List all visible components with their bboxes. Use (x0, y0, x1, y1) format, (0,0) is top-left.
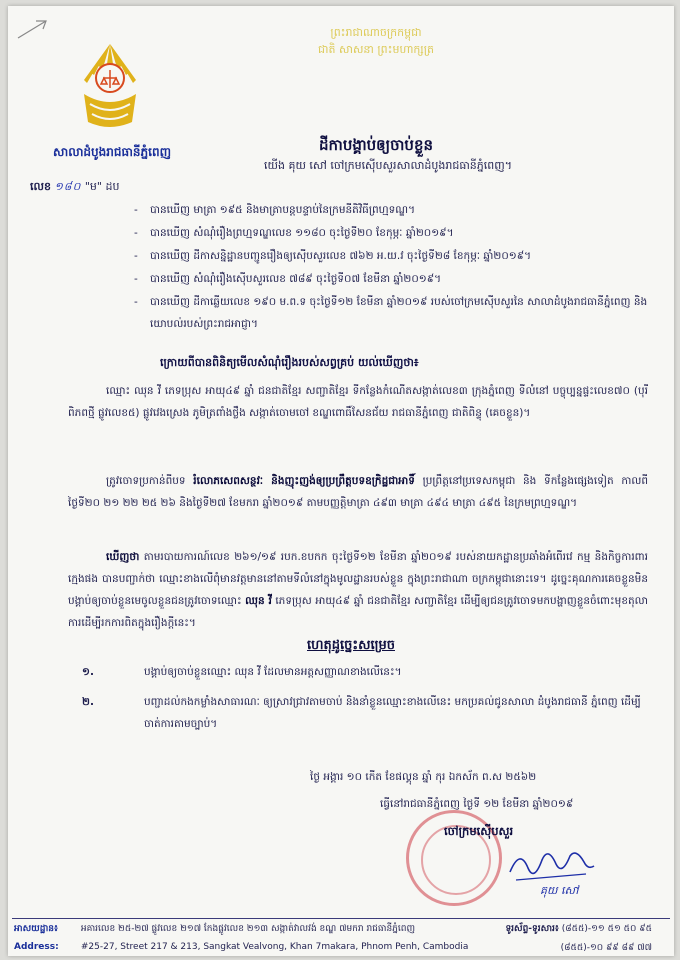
charges-details: ប្រព្រឹត្តនៅប្រទេសកម្ពុជា និង ទីកន្លែងផ្សេងទៀត កាលពីថ្ងៃទី២០ ២១ ២២ ២៥ ២៦ និងថ្ងៃទី២៧ ខែមករា ឆ្នាំ២០១៩ តាមបញ្ញត្តិមាត្រា ៤៩៣ មាត្រា ៤៩៤ មាត្រា ៤៩៥ នៃក្រមព្រហ្មទណ្ឌ។ (68, 475, 648, 509)
lunar-date: ថ្ងៃ អង្គារ ១០ កើត ខែផល្គុន ឆ្នាំ កុរ ឯកស័ក ព.ស ២៥៦២ (310, 771, 537, 783)
footer-address-en: #25-27, Street 217 & 213, Sangkat Vealvong, Khan 7makara, Phnom Penh, Cambodia (80, 942, 469, 952)
decision-item (82, 661, 646, 683)
document-page (8, 6, 674, 956)
judge-title: ចៅក្រមស៊ើបសួរ (444, 824, 514, 838)
charges-lead: ត្រូវចោទប្រកាន់ពីបទ (106, 475, 194, 487)
court-emblem-icon (70, 36, 150, 136)
footer-address-label-kh: អាសយដ្ឋាន៖ (14, 924, 58, 934)
reference-value: ១៨០ (54, 180, 82, 193)
consideration-item: - បានឃើញ ដីកាឆ្លើយលេខ ១៩០ ម.ព.ទ ចុះថ្ងៃទី១២ ខែមីនា ឆ្នាំ២០១៩ របស់ចៅក្រមស៊ើបសួរនៃ សាលាដំបូងរាជធានីភ្នំពេញ និងយោបល់របស់ព្រះរាជអាជ្ញា។ (134, 291, 654, 335)
footer-phone-value-2: (៨៥៥)-១០ ៩៩ ៨៩ ៧៧ (560, 943, 652, 953)
decision-number: ១. (82, 666, 94, 678)
decision-heading: ហេតុដូច្នេះសម្រេច (307, 638, 395, 653)
findings-lead: ឃើញថា (106, 551, 140, 563)
footer-divider (12, 918, 670, 919)
consideration-item: - បានឃើញ មាត្រា ១៩៥ និងមាត្រាបន្តបន្ទាប់នៃក្រមនីតិវិធីព្រហ្មទណ្ឌ។ (134, 199, 654, 222)
reference-suffix: "ម" ដប (84, 180, 120, 193)
consideration-item: - បានឃើញ ដីកាសន្និដ្ឋានបញ្ជូនរឿងឲ្យស៊ើបសួរលេខ ៧៦២ អ.យ.វ ចុះថ្ងៃទី២៨ ខែកុម្ភៈ ឆ្នាំ២០១៩។ (134, 245, 654, 268)
scan-corner-mark (16, 18, 50, 42)
judge-signature (506, 842, 596, 886)
consideration-item: - បានឃើញ សំណុំរឿងព្រហ្មទណ្ឌលេខ ១១៨០ ចុះថ្ងៃទី២០ ខែកុម្ភៈ ឆ្នាំ២០១៩។ (134, 222, 654, 245)
footer-address-label-en: Address: (14, 942, 59, 952)
findings-text-a: តាមរបាយការណ៍លេខ ២៦១/១៩ របក.ខបកក ចុះថ្ងៃទី១២ ខែមីនា ឆ្នាំ២០១៩ របស់នាយកដ្ឋានប្រឆាំងអំពើរវេ កម្ម និងកិច្ចការពារក្មេងផង បានបញ្ជាក់ថា ឈ្មោះខាងលើពុំមានវត្តមាននៅតាមទីលំនៅក្នុងមូលដ្ឋានរបស់ខ្លួន ក្នុងព្រះរាជាណា ចក្រកម្ពុជានោះទេ។ ដូច្នេះគុណការគេចខ្លួនមិនបង្គាប់ឲ្យចាប់ខ្លួនមេចូលខ្លួនជនត្រូវចោទឈ្មោះ (68, 551, 648, 607)
decision-item (82, 691, 646, 735)
footer-phone-label: ទូរស័ព្ទ-ទូរសារ៖ (505, 924, 559, 934)
footer-address-khmer (14, 923, 674, 936)
paragraph-charges (68, 470, 648, 514)
judge-name: គុយ សៅ (540, 884, 579, 897)
issue-place-date: ធ្វើនៅរាជធានីភ្នំពេញ ថ្ងៃទី ១២ ខែមីនា ឆ្នាំ២០១៩ (380, 798, 574, 810)
court-name: សាលាដំបូងរាជធានីភ្នំពេញ (52, 145, 172, 159)
reference-number (30, 180, 119, 196)
considerations-list (134, 199, 654, 335)
kingdom-line-2: ជាតិ សាសនា ព្រះមហាក្សត្រ (318, 43, 434, 56)
footer-address-kh: អគារលេខ ២៥-២៧ ផ្លូវលេខ ២១៧ កែងផ្លូវលេខ ២១៣ សង្កាត់វាលវង់ ខណ្ឌ ៧មករា រាជធានីភ្នំពេញ (80, 924, 416, 934)
document-subtitle: យើង គុយ សៅ ចៅក្រមស៊ើបសួរសាលាដំបូងរាជធានីភ្នំពេញ។ (264, 159, 512, 172)
findings-accused-name: ឈុន វី (245, 595, 272, 607)
paragraph-findings (68, 546, 648, 634)
decision-text: បង្គាប់ឲ្យចាប់ខ្លួនឈ្មោះ ឈុន វី ដែលមានអត្តសញ្ញាណខាងលើនេះ។ (144, 666, 402, 678)
charges-offense: រំលោភសេពសន្ថវៈ និងញុះញង់ឲ្យប្រព្រឹត្តបទឧក្រិដ្ឋជាអាទិ៍ (193, 475, 415, 487)
consideration-item: - បានឃើញ សំណុំរឿងស៊ើបសួរលេខ ៧៨៩ ចុះថ្ងៃទី០៧ ខែមីនា ឆ្នាំ២០១៩។ (134, 268, 654, 291)
paragraph-accused-identity: ឈ្មោះ ឈុន វី ភេទប្រុស អាយុ៤៩ ឆ្នាំ ជនជាតិខ្មែរ សញ្ជាតិខ្មែរ ទីកន្លែងកំណើតសង្កាត់លេខ៣ ក្រុងភ្នំពេញ ទីលំនៅ បច្ចុប្បន្នផ្ទះលេខ៧០ (បុរីពិភពថ្មី ផ្លូវលេខ៥) ផ្លូវវេងស្រេង ភូមិត្រពាំងថ្លឹង សង្កាត់ចោមចៅ ខណ្ឌពោធិ៍សែនជ័យ រាជធានីភ្នំពេញ ជាតិពិន្ទុ (គេចខ្លួន)។ (68, 385, 648, 419)
reference-label: លេខ (30, 180, 51, 193)
footer-phone-value-1: (៨៥៥)-១១ ៥១ ៥០ ៩៥ (561, 924, 652, 934)
after-review-heading: ក្រោយពីបានពិនិត្យមើលសំណុំរឿងរបស់សព្វគ្រប់ យល់ឃើញថា៖ (160, 356, 419, 369)
decision-text: បញ្ជាដល់កងកម្លាំងសាធារណៈ ឲ្យស្រាវជ្រាវតាមចាប់ និងនាំខ្លួនឈ្មោះខាងលើនេះ មកប្រគល់ជូនសាលា ដំបូងរាជធានី ភ្នំពេញ ដើម្បីចាត់ការតាមច្បាប់។ (144, 696, 641, 730)
footer-address-english (14, 942, 674, 952)
document-title: ដីកាបង្គាប់ឲ្យចាប់ខ្លួន (319, 136, 433, 154)
footer-phone-1 (505, 923, 652, 936)
decision-number: ២. (82, 696, 94, 708)
kingdom-header (276, 24, 476, 58)
kingdom-line-1: ព្រះរាជាណាចក្រកម្ពុជា (330, 26, 422, 39)
findings-text-b: ភេទប្រុស អាយុ៤៩ ឆ្នាំ ជនជាតិខ្មែរ សញ្ជាតិខ្មែរ ដើម្បីឲ្យជនត្រូវចោទមកបង្ហាញខ្លួនចំពោះមុខតុលាការដើម្បីរកការពិតក្នុងរឿងក្ដីនេះ។ (68, 595, 648, 629)
